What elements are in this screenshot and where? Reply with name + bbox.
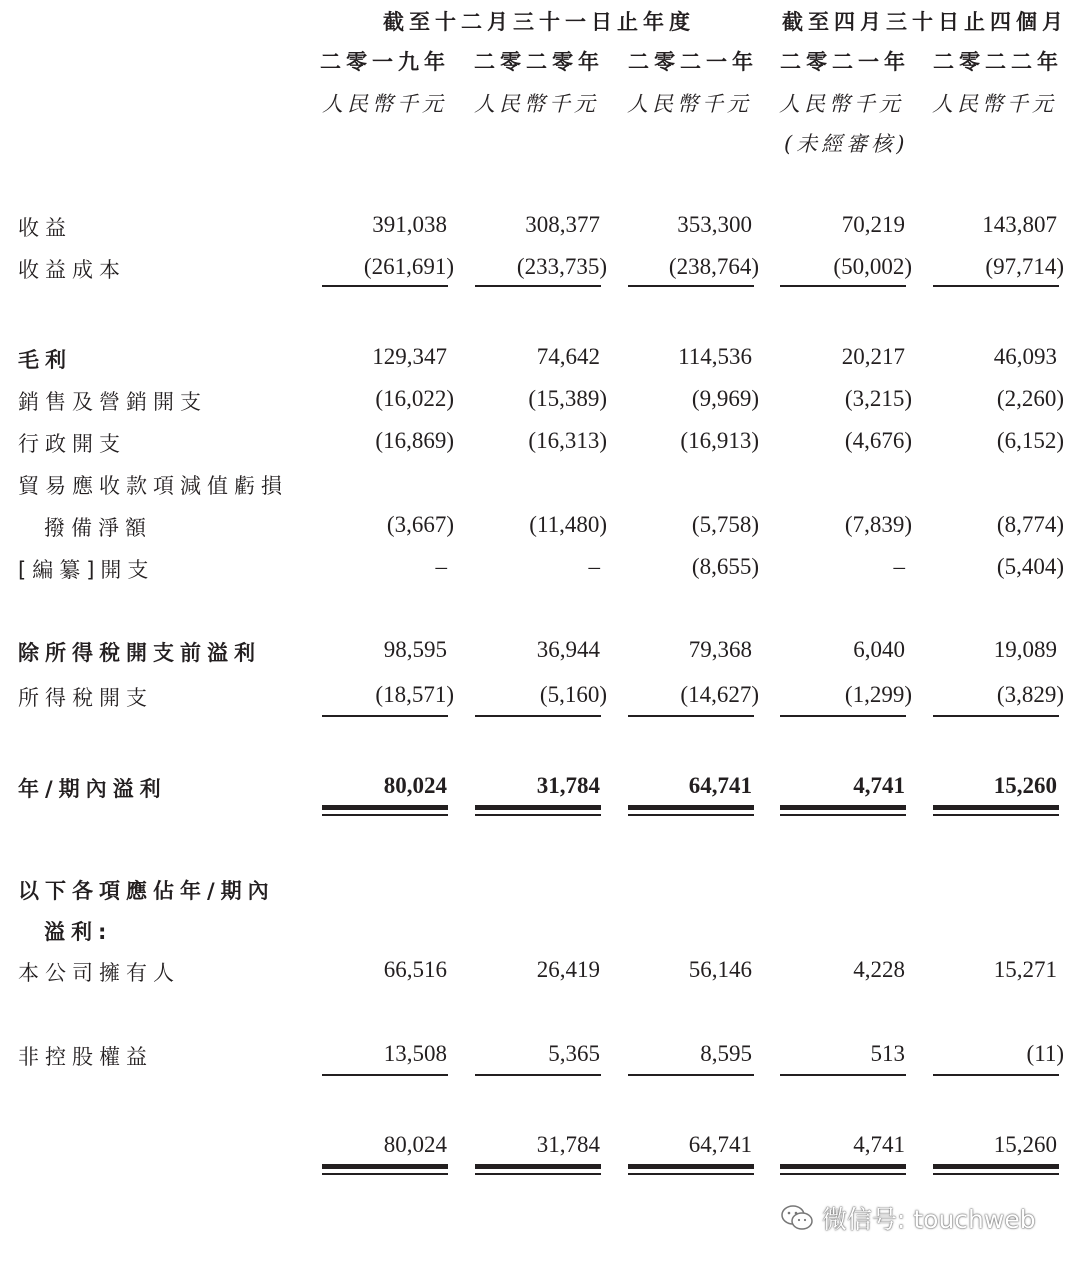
value-cell: 114,536 [678,344,752,369]
label-impairment-loss-line2: 撥備淨額 [44,516,152,540]
value-cell: (238,764) [668,254,759,279]
value-cell: 15,260 [993,1132,1057,1157]
header-group-period: 截至四月三十日止四個月 [782,10,1068,34]
value-cell: 80,024 [383,1132,447,1157]
value-cell: 36,944 [536,637,600,662]
value-cell: (14,627) [680,682,759,707]
value-cell: 391,038 [372,212,447,237]
label-income-tax: 所得稅開支 [18,686,153,710]
label-profit-before-tax: 除所得稅開支前溢利 [18,641,261,665]
value-cell: (8,774) [996,512,1064,537]
value-cell: 308,377 [525,212,600,237]
value-cell: 143,807 [982,212,1057,237]
value-cell: 4,741 [853,773,905,798]
value-cell: (50,002) [833,254,912,279]
value-cell: (3,829) [996,682,1064,707]
value-cell: 353,300 [677,212,752,237]
value-cell: 5,365 [548,1041,600,1066]
wechat-icon [780,1204,814,1232]
value-cell: (5,404) [996,554,1064,579]
label-owners: 本公司擁有人 [18,961,180,985]
value-cell: (11,480) [529,512,607,537]
value-cell: (2,260) [996,386,1064,411]
value-cell: 13,508 [383,1041,447,1066]
label-attributable-to: 以下各項應佔年/期內 [18,879,275,903]
value-cell: (9,969) [691,386,759,411]
watermark-text: 微信号: touchweb [822,1205,1036,1234]
header-year-4: 二零二一年 [780,50,910,74]
value-cell: (1,299) [844,682,912,707]
value-cell: 79,368 [688,637,752,662]
value-cell: 15,271 [993,957,1057,982]
label-selling-expenses: 銷售及營銷開支 [18,390,207,414]
value-cell: 98,595 [383,637,447,662]
header-year-2: 二零二零年 [474,50,604,74]
label-non-controlling: 非控股權益 [18,1045,153,1069]
header-unaudited: (未經審核) [784,132,909,156]
header-group-year: 截至十二月三十一日止年度 [383,10,695,34]
value-cell: 26,419 [536,957,600,982]
value-cell: 6,040 [853,637,905,662]
label-attributable-to-line2: 溢利: [44,920,113,944]
value-cell: (261,691) [363,254,454,279]
value-cell: 31,784 [536,1132,600,1157]
value-cell: 20,217 [841,344,905,369]
label-redacted-expenses: [編纂]開支 [18,558,155,582]
value-cell: (16,869) [375,428,454,453]
header-year-5: 二零二二年 [933,50,1063,74]
value-cell: (15,389) [528,386,607,411]
value-cell: (5,758) [691,512,759,537]
value-cell: 129,347 [372,344,447,369]
value-cell: (11) [1026,1041,1064,1066]
label-gross-profit: 毛利 [18,348,72,372]
value-cell: 4,741 [853,1132,905,1157]
value-cell: 8,595 [700,1041,752,1066]
header-unit-3: 人民幣千元 [627,92,752,116]
value-cell: (16,022) [375,386,454,411]
header-unit-5: 人民幣千元 [932,92,1057,116]
header-unit-1: 人民幣千元 [322,92,447,116]
value-cell: (4,676) [844,428,912,453]
value-cell: 15,260 [993,773,1057,798]
value-cell: – [435,554,447,579]
label-admin-expenses: 行政開支 [18,432,126,456]
header-year-3: 二零二一年 [628,50,758,74]
value-cell: 19,089 [993,637,1057,662]
value-cell: (3,667) [386,512,454,537]
value-cell: 80,024 [383,773,447,798]
value-cell: 66,516 [383,957,447,982]
value-cell: 46,093 [993,344,1057,369]
header-year-1: 二零一九年 [320,50,450,74]
header-unit-2: 人民幣千元 [474,92,599,116]
label-revenue: 收益 [18,216,72,240]
value-cell: (7,839) [844,512,912,537]
value-cell: 70,219 [841,212,905,237]
value-cell: 513 [870,1041,905,1066]
value-cell: 64,741 [688,1132,752,1157]
header-unit-4: 人民幣千元 [779,92,904,116]
value-cell: (16,313) [528,428,607,453]
value-cell: (16,913) [680,428,759,453]
watermark [780,1200,1036,1236]
label-profit-for-period: 年/期內溢利 [18,777,167,801]
value-cell: 64,741 [688,773,752,798]
value-cell: (8,655) [691,554,759,579]
value-cell: 31,784 [536,773,600,798]
value-cell: (6,152) [996,428,1064,453]
value-cell: (97,714) [985,254,1064,279]
value-cell: (5,160) [539,682,607,707]
value-cell: (3,215) [844,386,912,411]
value-cell: 4,228 [853,957,905,982]
value-cell: (18,571) [375,682,454,707]
value-cell: (233,735) [516,254,607,279]
value-cell: 56,146 [688,957,752,982]
value-cell: – [588,554,600,579]
label-cost-of-revenue: 收益成本 [18,258,126,282]
value-cell: – [893,554,905,579]
label-impairment-loss: 貿易應收款項減值虧損 [18,474,288,498]
value-cell: 74,642 [536,344,600,369]
